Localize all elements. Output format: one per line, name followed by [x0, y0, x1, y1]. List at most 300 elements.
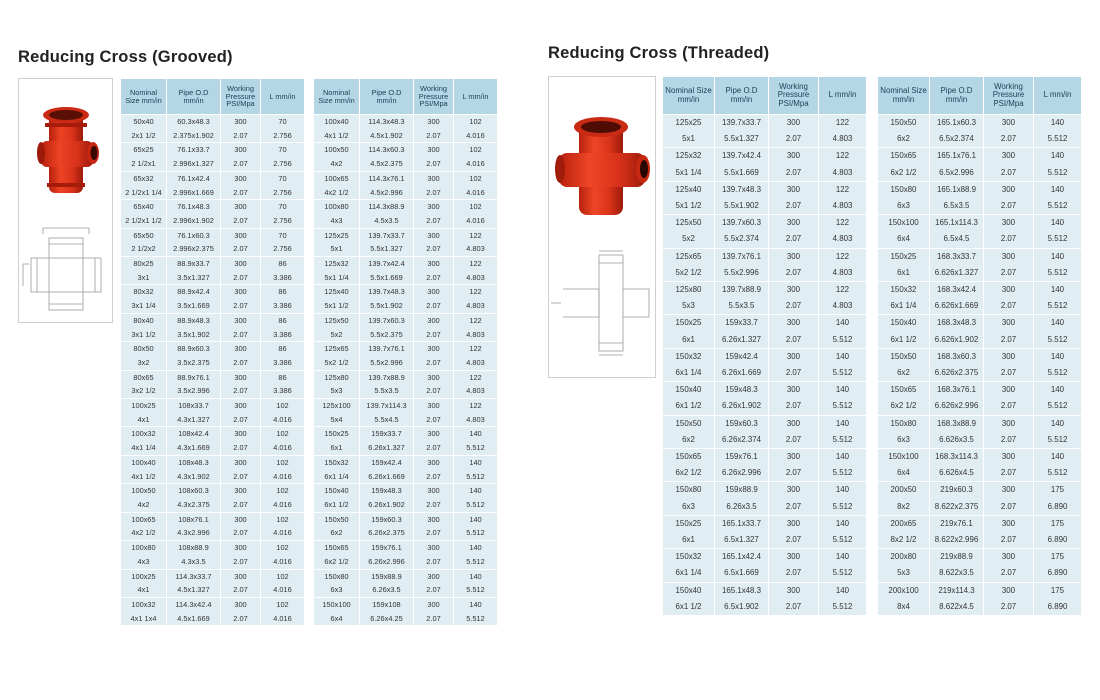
table-cell: 2.07: [984, 198, 1034, 215]
table-cell: 5.512: [819, 365, 867, 382]
table-cell: 5.512: [454, 470, 498, 484]
table-row: [121, 526, 305, 540]
table-cell: 6x2: [663, 432, 715, 449]
table-cell: 2.756: [261, 157, 305, 171]
table-cell: 4x1: [121, 583, 167, 597]
table-cell: 3.5x2.996: [167, 384, 221, 398]
table-cell: 140: [819, 582, 867, 599]
table-cell: 6x2: [878, 131, 930, 148]
table-cell: 5.512: [1034, 332, 1082, 349]
table-cell: 2.07: [414, 384, 454, 398]
table-cell: 300: [221, 569, 261, 583]
table-cell: 5x2 1/2: [663, 265, 715, 282]
table-row: [121, 455, 305, 469]
table-cell: 6.5x2.374: [930, 131, 984, 148]
table-cell: 2.375x1.902: [167, 129, 221, 143]
table-cell: 6x1 1/4: [878, 298, 930, 315]
table-cell: 125x25: [663, 115, 715, 132]
table-cell: 65x40: [121, 200, 167, 214]
table-row: [663, 482, 867, 499]
table-cell: 125x32: [314, 257, 360, 271]
table-cell: 2.07: [984, 465, 1034, 482]
header-length: L mm/in: [261, 79, 305, 115]
table-cell: 6x1: [314, 441, 360, 455]
table-cell: 2x1 1/2: [121, 129, 167, 143]
table-cell: 3.386: [261, 356, 305, 370]
table-cell: 122: [819, 115, 867, 132]
table-cell: 2.996x1.327: [167, 157, 221, 171]
table-cell: 122: [454, 313, 498, 327]
table-cell: 125x50: [663, 215, 715, 232]
table-cell: 300: [221, 257, 261, 271]
threaded-product-panel: [548, 76, 656, 378]
table-cell: 165.1x48.3: [715, 582, 769, 599]
table-cell: 6.5x1.902: [715, 599, 769, 615]
grooved-spec-table-2: [313, 78, 498, 625]
table-cell: 300: [984, 549, 1034, 566]
table-cell: 5.512: [1034, 231, 1082, 248]
table-cell: 6x2: [878, 365, 930, 382]
table-cell: 300: [414, 285, 454, 299]
table-cell: 2.07: [414, 157, 454, 171]
table-cell: 140: [1034, 449, 1082, 466]
table-cell: 2.07: [221, 441, 261, 455]
table-cell: 300: [221, 285, 261, 299]
table-cell: 125x40: [663, 181, 715, 198]
table-cell: 300: [414, 200, 454, 214]
table-cell: 150x65: [878, 148, 930, 165]
header-nominal-size: Nominal Size mm/in: [878, 77, 930, 115]
table-row: [663, 115, 867, 132]
table-cell: 140: [1034, 282, 1082, 299]
table-cell: 122: [454, 399, 498, 413]
table-cell: 300: [769, 115, 819, 132]
table-cell: 300: [769, 415, 819, 432]
table-cell: 6x1: [663, 532, 715, 549]
header-pipe-od: Pipe O.D mm/in: [167, 79, 221, 115]
table-cell: 150x50: [878, 115, 930, 132]
table-cell: 6x3: [314, 583, 360, 597]
table-cell: 2.07: [769, 432, 819, 449]
table-row: [121, 115, 305, 129]
table-cell: 2.07: [769, 499, 819, 516]
table-cell: 76.1x48.3: [167, 200, 221, 214]
table-cell: 4.803: [454, 299, 498, 313]
table-cell: 4x3: [121, 555, 167, 569]
table-cell: 300: [769, 181, 819, 198]
table-cell: 300: [414, 484, 454, 498]
table-cell: 139.7x88.9: [360, 370, 414, 384]
table-cell: 159x42.4: [715, 348, 769, 365]
table-cell: 300: [221, 597, 261, 611]
table-cell: 70: [261, 200, 305, 214]
table-cell: 2.07: [414, 612, 454, 626]
table-cell: 140: [819, 449, 867, 466]
table-cell: 108x60.3: [167, 484, 221, 498]
table-cell: 70: [261, 228, 305, 242]
table-cell: 300: [769, 582, 819, 599]
table-cell: 300: [769, 148, 819, 165]
table-cell: 219x114.3: [930, 582, 984, 599]
table-cell: 88.9x76.1: [167, 370, 221, 384]
table-cell: 2.07: [221, 612, 261, 626]
table-cell: 139.7x114.3: [360, 399, 414, 413]
table-row: [663, 265, 867, 282]
table-row: [121, 384, 305, 398]
table-row: [121, 370, 305, 384]
table-cell: 6.626x3.5: [930, 432, 984, 449]
header-length: L mm/in: [1034, 77, 1082, 115]
table-row: [663, 565, 867, 582]
table-cell: 140: [1034, 148, 1082, 165]
table-row: [314, 171, 498, 185]
table-row: [121, 441, 305, 455]
table-row: [663, 382, 867, 399]
table-cell: 300: [984, 248, 1034, 265]
header-nominal-size: Nominal Size mm/in: [663, 77, 715, 115]
table-cell: 2 1/2x1 1/2: [121, 214, 167, 228]
table-cell: 5.512: [1034, 398, 1082, 415]
table-cell: 2.07: [414, 271, 454, 285]
table-row: [121, 569, 305, 583]
table-cell: 300: [221, 143, 261, 157]
table-row: [663, 165, 867, 182]
table-cell: 2.07: [221, 299, 261, 313]
table-cell: 5.512: [1034, 198, 1082, 215]
table-cell: 3x1 1/2: [121, 328, 167, 342]
table-cell: 3.386: [261, 384, 305, 398]
table-row: [663, 248, 867, 265]
table-cell: 125x25: [314, 228, 360, 242]
table-cell: 165.1x76.1: [930, 148, 984, 165]
table-cell: 2.07: [221, 384, 261, 398]
table-cell: 300: [414, 569, 454, 583]
table-cell: 6x2: [314, 526, 360, 540]
table-cell: 300: [769, 348, 819, 365]
table-cell: 2.07: [769, 398, 819, 415]
table-row: [663, 465, 867, 482]
table-cell: 300: [414, 171, 454, 185]
table-cell: 150x50: [663, 415, 715, 432]
table-row: [121, 541, 305, 555]
table-cell: 5.512: [1034, 465, 1082, 482]
table-cell: 159x108: [360, 597, 414, 611]
table-cell: 300: [221, 313, 261, 327]
table-row: [121, 313, 305, 327]
table-cell: 150x100: [878, 215, 930, 232]
table-cell: 2.07: [769, 532, 819, 549]
table-row: [121, 143, 305, 157]
table-row: [878, 532, 1082, 549]
table-cell: 3.386: [261, 299, 305, 313]
table-cell: 6.26x3.5: [360, 583, 414, 597]
table-row: [314, 413, 498, 427]
table-cell: 2.07: [769, 265, 819, 282]
table-cell: 300: [221, 171, 261, 185]
table-row: [314, 583, 498, 597]
table-cell: 6.5x2.996: [930, 165, 984, 182]
table-cell: 2.07: [414, 328, 454, 342]
table-cell: 175: [1034, 549, 1082, 566]
table-cell: 5.5x2.374: [715, 231, 769, 248]
table-cell: 159x33.7: [360, 427, 414, 441]
table-row: [121, 200, 305, 214]
table-cell: 114.3x88.9: [360, 200, 414, 214]
table-row: [314, 242, 498, 256]
table-cell: 5.5x1.327: [715, 131, 769, 148]
table-cell: 5.512: [1034, 131, 1082, 148]
table-cell: 5.5x1.669: [360, 271, 414, 285]
table-cell: 102: [454, 115, 498, 129]
table-cell: 114.3x42.4: [167, 597, 221, 611]
table-cell: 86: [261, 257, 305, 271]
table-cell: 2.07: [221, 498, 261, 512]
table-cell: 2.07: [769, 465, 819, 482]
table-cell: 2.07: [769, 298, 819, 315]
table-cell: 5.5x4.5: [360, 413, 414, 427]
table-cell: 300: [221, 115, 261, 129]
table-cell: 122: [819, 181, 867, 198]
table-cell: 88.9x48.3: [167, 313, 221, 327]
table-row: [878, 248, 1082, 265]
table-cell: 100x65: [121, 512, 167, 526]
table-cell: 140: [454, 541, 498, 555]
table-cell: 300: [984, 449, 1034, 466]
table-cell: 2.07: [984, 131, 1034, 148]
table-cell: 150x100: [878, 449, 930, 466]
table-cell: 2.07: [414, 129, 454, 143]
table-cell: 2.07: [221, 413, 261, 427]
table-cell: 300: [984, 482, 1034, 499]
table-cell: 6.626x1.902: [930, 332, 984, 349]
table-cell: 6x1 1/4: [663, 365, 715, 382]
table-cell: 165.1x114.3: [930, 215, 984, 232]
table-cell: 300: [769, 215, 819, 232]
table-cell: 2.07: [984, 499, 1034, 516]
table-row: [663, 499, 867, 516]
table-row: [878, 332, 1082, 349]
table-cell: 88.9x60.3: [167, 342, 221, 356]
table-cell: 300: [414, 228, 454, 242]
table-cell: 4.016: [454, 214, 498, 228]
table-cell: 100x65: [314, 171, 360, 185]
table-cell: 108x33.7: [167, 399, 221, 413]
table-row: [314, 342, 498, 356]
table-cell: 122: [454, 342, 498, 356]
table-row: [314, 257, 498, 271]
table-cell: 5x1: [314, 242, 360, 256]
table-cell: 3.386: [261, 328, 305, 342]
table-cell: 5.5x3.5: [360, 384, 414, 398]
table-cell: 300: [414, 399, 454, 413]
table-cell: 150x40: [663, 582, 715, 599]
table-row: [663, 432, 867, 449]
table-cell: 2.07: [414, 583, 454, 597]
table-row: [663, 332, 867, 349]
header-pipe-od: Pipe O.D mm/in: [715, 77, 769, 115]
threaded-table-2-body: [878, 115, 1082, 616]
table-cell: 4.803: [819, 198, 867, 215]
table-cell: 122: [819, 215, 867, 232]
table-cell: 140: [1034, 115, 1082, 132]
table-cell: 100x40: [314, 115, 360, 129]
table-row: [878, 265, 1082, 282]
table-cell: 175: [1034, 482, 1082, 499]
table-cell: 150x40: [663, 382, 715, 399]
table-row: [878, 365, 1082, 382]
table-cell: 2.07: [984, 565, 1034, 582]
table-row: [663, 148, 867, 165]
table-cell: 4.803: [454, 356, 498, 370]
table-row: [314, 555, 498, 569]
table-row: [121, 257, 305, 271]
table-cell: 5.512: [819, 465, 867, 482]
table-row: [314, 384, 498, 398]
table-row: [878, 348, 1082, 365]
table-row: [314, 299, 498, 313]
threaded-title: Reducing Cross (Threaded): [548, 44, 770, 62]
table-cell: 76.1x42.4: [167, 171, 221, 185]
table-row: [121, 271, 305, 285]
table-cell: 88.9x33.7: [167, 257, 221, 271]
table-row: [314, 441, 498, 455]
table-cell: 300: [769, 482, 819, 499]
table-cell: 5.512: [1034, 298, 1082, 315]
table-cell: 2.07: [769, 599, 819, 615]
table-cell: 140: [819, 348, 867, 365]
table-cell: 65x50: [121, 228, 167, 242]
table-cell: 5.512: [454, 526, 498, 540]
table-cell: 125x32: [663, 148, 715, 165]
table-cell: 2.07: [769, 365, 819, 382]
table-cell: 5.512: [454, 555, 498, 569]
table-cell: 2.07: [984, 532, 1034, 549]
table-cell: 86: [261, 370, 305, 384]
table-cell: 300: [769, 248, 819, 265]
table-row: [314, 328, 498, 342]
table-cell: 5x1 1/4: [663, 165, 715, 182]
header-length: L mm/in: [819, 77, 867, 115]
table-cell: 2.07: [221, 583, 261, 597]
table-row: [878, 449, 1082, 466]
table-cell: 2.07: [221, 242, 261, 256]
table-cell: 300: [221, 541, 261, 555]
table-row: [314, 569, 498, 583]
table-row: [663, 315, 867, 332]
table-cell: 6x2 1/2: [878, 398, 930, 415]
table-cell: 300: [414, 541, 454, 555]
table-cell: 2.07: [769, 231, 819, 248]
table-cell: 6.5x1.327: [715, 532, 769, 549]
table-cell: 2.07: [221, 356, 261, 370]
table-cell: 165.1x42.4: [715, 549, 769, 566]
table-cell: 4x2: [121, 498, 167, 512]
table-cell: 6.26x4.25: [360, 612, 414, 626]
table-cell: 6.26x2.374: [715, 432, 769, 449]
table-cell: 140: [819, 315, 867, 332]
table-cell: 150x32: [878, 282, 930, 299]
table-cell: 2.07: [221, 526, 261, 540]
table-cell: 2.07: [414, 299, 454, 313]
table-row: [121, 612, 305, 626]
table-row: [121, 299, 305, 313]
table-cell: 102: [454, 143, 498, 157]
table-cell: 4.3x1.669: [167, 441, 221, 455]
table-row: [878, 582, 1082, 599]
table-row: [314, 186, 498, 200]
table-row: [121, 242, 305, 256]
table-cell: 4.803: [819, 165, 867, 182]
table-cell: 4.016: [454, 157, 498, 171]
table-cell: 70: [261, 143, 305, 157]
table-cell: 86: [261, 342, 305, 356]
table-cell: 4.5x1.902: [360, 129, 414, 143]
table-cell: 159x76.1: [360, 541, 414, 555]
table-cell: 219x60.3: [930, 482, 984, 499]
table-cell: 2.756: [261, 242, 305, 256]
table-cell: 300: [221, 342, 261, 356]
table-cell: 139.7x60.3: [360, 313, 414, 327]
table-cell: 80x40: [121, 313, 167, 327]
table-cell: 159x42.4: [360, 455, 414, 469]
threaded-cross-photo: [549, 97, 655, 227]
table-cell: 6.5x1.669: [715, 565, 769, 582]
table-cell: 102: [261, 484, 305, 498]
table-cell: 2.07: [769, 198, 819, 215]
table-cell: 102: [454, 171, 498, 185]
table-cell: 2.07: [414, 413, 454, 427]
table-cell: 3x1: [121, 271, 167, 285]
table-cell: 4.803: [819, 131, 867, 148]
table-cell: 2.07: [984, 432, 1034, 449]
table-cell: 2.07: [414, 242, 454, 256]
table-cell: 300: [769, 549, 819, 566]
table-cell: 100x80: [314, 200, 360, 214]
table-cell: 150x40: [314, 484, 360, 498]
table-cell: 165.1x33.7: [715, 515, 769, 532]
table-cell: 2.07: [984, 599, 1034, 615]
table-cell: 5.512: [1034, 265, 1082, 282]
table-cell: 2.07: [769, 332, 819, 349]
table-row: [314, 512, 498, 526]
table-row: [314, 541, 498, 555]
table-cell: 165.1x60.3: [930, 115, 984, 132]
table-row: [878, 565, 1082, 582]
table-row: [878, 482, 1082, 499]
table-cell: 300: [984, 315, 1034, 332]
table-cell: 2.07: [414, 441, 454, 455]
header-pipe-od: Pipe O.D mm/in: [360, 79, 414, 115]
table-cell: 100x32: [121, 597, 167, 611]
table-cell: 219x88.9: [930, 549, 984, 566]
table-cell: 5.512: [819, 332, 867, 349]
table-row: [121, 413, 305, 427]
table-row: [663, 532, 867, 549]
table-cell: 5.5x3.5: [715, 298, 769, 315]
table-cell: 139.7x42.4: [360, 257, 414, 271]
table-cell: 2 1/2x1 1/4: [121, 186, 167, 200]
table-cell: 108x42.4: [167, 427, 221, 441]
table-row: [878, 181, 1082, 198]
table-cell: 102: [261, 541, 305, 555]
table-row: [314, 484, 498, 498]
table-cell: 4x2 1/2: [121, 526, 167, 540]
table-cell: 300: [769, 449, 819, 466]
table-cell: 150x100: [314, 597, 360, 611]
table-cell: 3x1 1/4: [121, 299, 167, 313]
table-cell: 6.626x2.996: [930, 398, 984, 415]
table-cell: 150x65: [314, 541, 360, 555]
